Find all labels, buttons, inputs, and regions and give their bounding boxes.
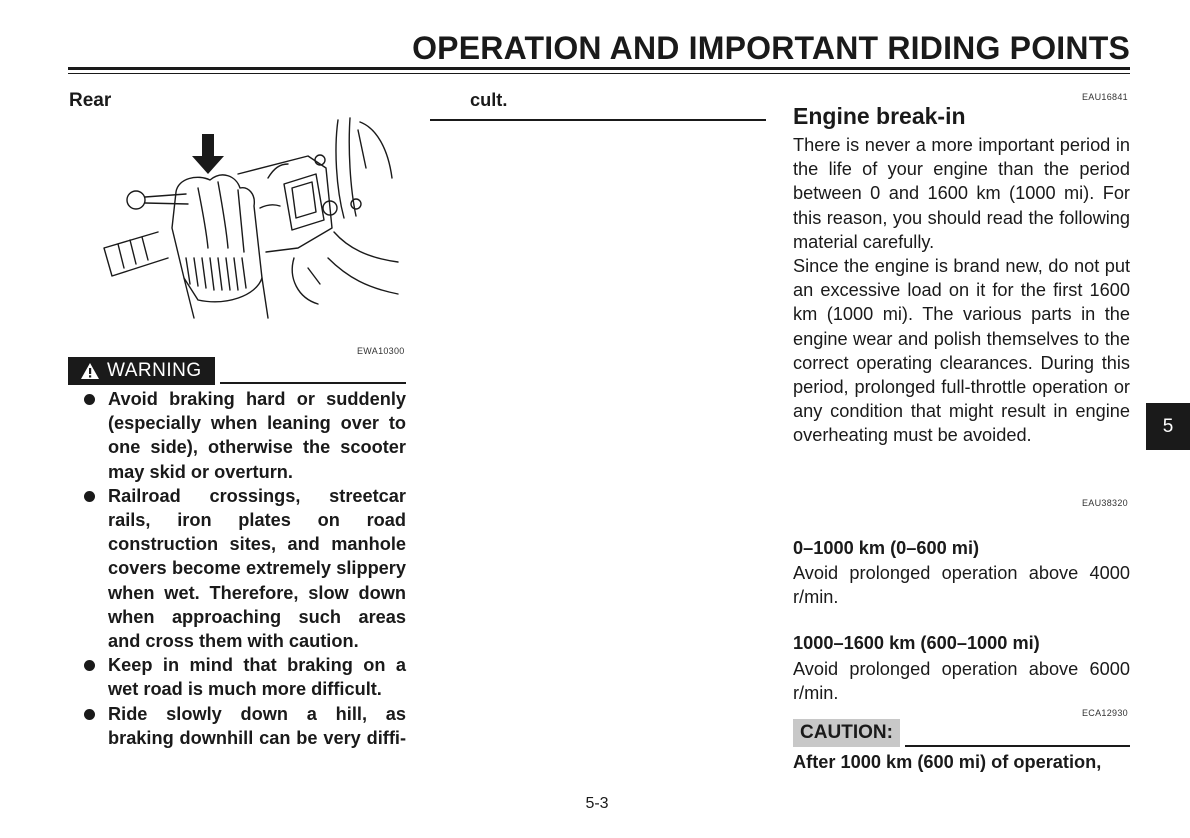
page-number: 5-3 <box>585 795 609 812</box>
bullet-icon <box>84 709 95 720</box>
section-code: EAU16841 <box>1082 92 1128 102</box>
header-rule <box>68 67 1130 70</box>
subsection-code: EAU38320 <box>1082 498 1128 508</box>
list-item <box>82 484 406 653</box>
caution-badge: CAUTION: <box>793 719 900 747</box>
break-in-paragraph: Since the engine is brand new, do not put an excessive load on it for the first 1600 km (1000 mi). The various parts in the engine wear and polish themselves to the correct operating clearances. During this period, prolonged full-throttle operation or any condition that might result in engine overheating must be avoided. <box>793 256 1130 446</box>
warning-item-text: Keep in mind that braking on a wet road is much more difficult. <box>108 655 406 700</box>
range-2-heading: 1000–1600 km (600–1000 mi) <box>793 633 1040 653</box>
warning-item-text: Ride slowly down a hill, as braking downhill can be very diffi- <box>108 703 406 748</box>
page-title: OPERATION AND IMPORTANT RIDING POINTS <box>412 30 1130 66</box>
warning-code: EWA10300 <box>357 346 405 356</box>
warning-label: WARNING <box>107 360 202 381</box>
warning-rule <box>220 382 406 384</box>
warning-continuation: cult. <box>470 90 508 110</box>
bullet-icon <box>84 660 95 671</box>
warning-triangle-icon <box>80 362 100 380</box>
intro-paragraph: There is never a more important period in the life of your engine than the period between 0 and 1600 km (1000 mi). For this reason, you should read the following material carefully. <box>793 135 1130 252</box>
rear-subheading: Rear <box>69 90 112 111</box>
bullet-icon <box>84 394 95 405</box>
caution-rule <box>905 745 1130 747</box>
warning-badge <box>68 357 215 385</box>
warning-item-text: Avoid braking hard or suddenly (especially when leaning over to one side), otherwise the scooter may skid or overturn. <box>108 389 406 482</box>
section-tab: 5 <box>1146 403 1190 450</box>
caution-code: ECA12930 <box>1082 708 1128 718</box>
brake-lever-illustration-icon <box>98 108 404 324</box>
bullet-icon <box>84 491 95 502</box>
list-item <box>82 702 406 750</box>
warning-end-rule <box>430 119 766 121</box>
range-1-text: Avoid prolonged operation above 4000 r/min. <box>793 563 1130 608</box>
header-rule-thin <box>68 73 1130 74</box>
warning-list <box>82 387 406 750</box>
list-item <box>82 653 406 701</box>
section-heading: Engine break-in <box>793 103 966 129</box>
range-1-heading: 0–1000 km (0–600 mi) <box>793 538 980 558</box>
range-2-text: Avoid prolonged operation above 6000 r/min. <box>793 659 1130 704</box>
warning-item-text: Railroad crossings, streetcar rails, iron plates on road construction sites, and manhole covers become extremely slippery when wet. Therefore, slow down when approaching such areas and cross them with caution. <box>108 485 406 652</box>
caution-text: After 1000 km (600 mi) of operation, <box>793 752 1102 772</box>
list-item <box>82 387 406 484</box>
